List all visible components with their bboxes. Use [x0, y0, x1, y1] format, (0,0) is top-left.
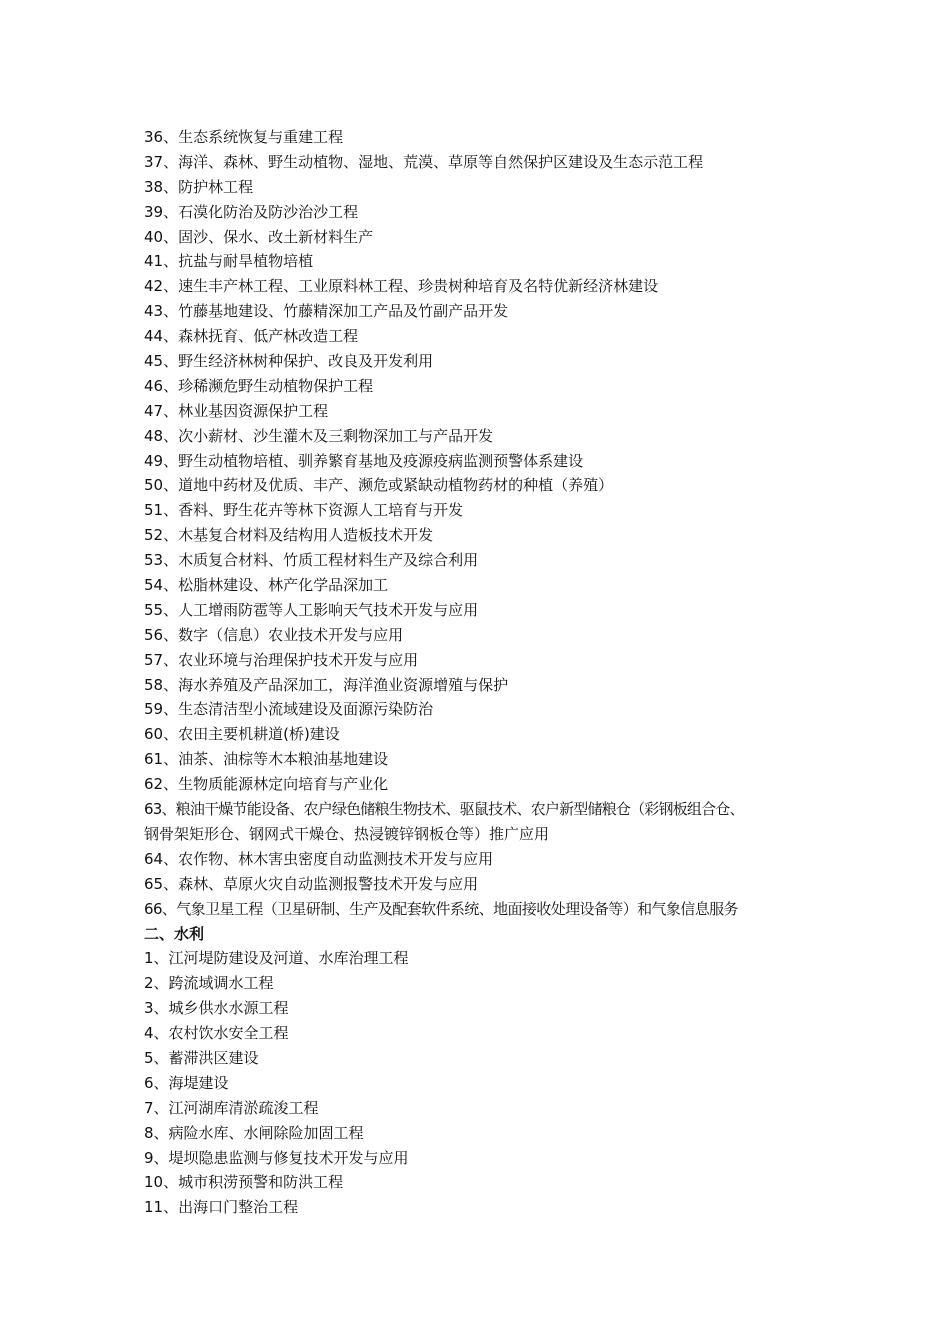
list-item: 10、城市积涝预警和防洪工程 [144, 1173, 344, 1192]
list-item: 42、速生丰产林工程、工业原料林工程、珍贵树种培育及名特优新经济林建设 [144, 277, 659, 296]
list-item: 40、固沙、保水、改土新材料生产 [144, 227, 374, 246]
list-item: 6、海堤建设 [144, 1073, 229, 1092]
list-item: 55、人工增雨防雹等人工影响天气技术开发与应用 [144, 600, 479, 619]
list-item: 47、林业基因资源保护工程 [144, 401, 329, 420]
list-item: 50、道地中药材及优质、丰产、濒危或紧缺动植物药材的种植（养殖） [144, 476, 614, 495]
list-item: 38、防护林工程 [144, 177, 254, 196]
list-item: 1、江河堤防建设及河道、水库治理工程 [144, 949, 409, 968]
list-item: 36、生态系统恢复与重建工程 [144, 128, 344, 146]
list-item: 3、城乡供水水源工程 [144, 999, 289, 1018]
list-item: 4、农村饮水安全工程 [144, 1024, 289, 1043]
list-item: 43、竹藤基地建设、竹藤精深加工产品及竹副产品开发 [144, 302, 509, 321]
list-item: 41、抗盐与耐旱植物培植 [144, 252, 314, 271]
list-item-63-line-2: 钢骨架矩形仓、钢网式干燥仓、热浸镀锌钢板仓等）推广应用 [144, 824, 550, 843]
list-item: 5、蓄滞洪区建设 [144, 1048, 259, 1067]
list-item: 62、生物质能源林定向培育与产业化 [144, 775, 389, 794]
list-item: 2、跨流域调水工程 [144, 974, 274, 993]
list-item: 51、香料、野生花卉等林下资源人工培育与开发 [144, 501, 464, 520]
list-item: 7、江河湖库清淤疏浚工程 [144, 1098, 319, 1117]
list-item: 59、生态清洁型小流域建设及面源污染防治 [144, 700, 434, 719]
list-item: 53、木质复合材料、竹质工程材料生产及综合利用 [144, 551, 479, 570]
list-item: 9、堤坝隐患监测与修复技术开发与应用 [144, 1148, 409, 1167]
list-item: 45、野生经济林树种保护、改良及开发利用 [144, 352, 434, 371]
list-item: 11、出海口门整治工程 [144, 1198, 299, 1217]
list-item: 66、气象卫星工程（卫星研制、生产及配套软件系统、地面接收处理设备等）和气象信息服务 [144, 899, 738, 918]
list-item: 48、次小薪材、沙生灌木及三剩物深加工与产品开发 [144, 426, 494, 445]
list-item: 44、森林抚育、低产林改造工程 [144, 327, 359, 346]
list-item: 54、松脂林建设、林产化学品深加工 [144, 576, 389, 595]
list-item: 52、木基复合材料及结构用人造板技术开发 [144, 526, 434, 545]
list-item: 61、油茶、油棕等木本粮油基地建设 [144, 750, 389, 769]
list-item-63-line-1: 63、粮油干燥节能设备、农户绿色储粮生物技术、驱鼠技术、农户新型储粮仓（彩钢板组合仓、 [144, 800, 744, 819]
list-item: 37、海洋、森林、野生动植物、湿地、荒漠、草原等自然保护区建设及生态示范工程 [144, 152, 704, 171]
document-body [144, 125, 834, 1220]
list-item: 57、农业环境与治理保护技术开发与应用 [144, 650, 419, 669]
list-item: 49、野生动植物培植、驯养繁育基地及疫源疫病监测预警体系建设 [144, 451, 584, 470]
list-item: 46、珍稀濒危野生动植物保护工程 [144, 376, 374, 395]
list-item: 65、森林、草原火灾自动监测报警技术开发与应用 [144, 874, 479, 893]
list-item: 58、海水养殖及产品深加工，海洋渔业资源增殖与保护 [144, 675, 509, 694]
list-item: 8、病险水库、水闸除险加固工程 [144, 1123, 364, 1142]
list-item: 64、农作物、林木害虫密度自动监测技术开发与应用 [144, 849, 494, 868]
list-item: 56、数字（信息）农业技术开发与应用 [144, 625, 404, 644]
list-item: 60、农田主要机耕道(桥)建设 [144, 725, 340, 744]
list-item: 39、石漠化防治及防沙治沙工程 [144, 202, 359, 221]
section-heading: 二、水利 [144, 924, 205, 943]
